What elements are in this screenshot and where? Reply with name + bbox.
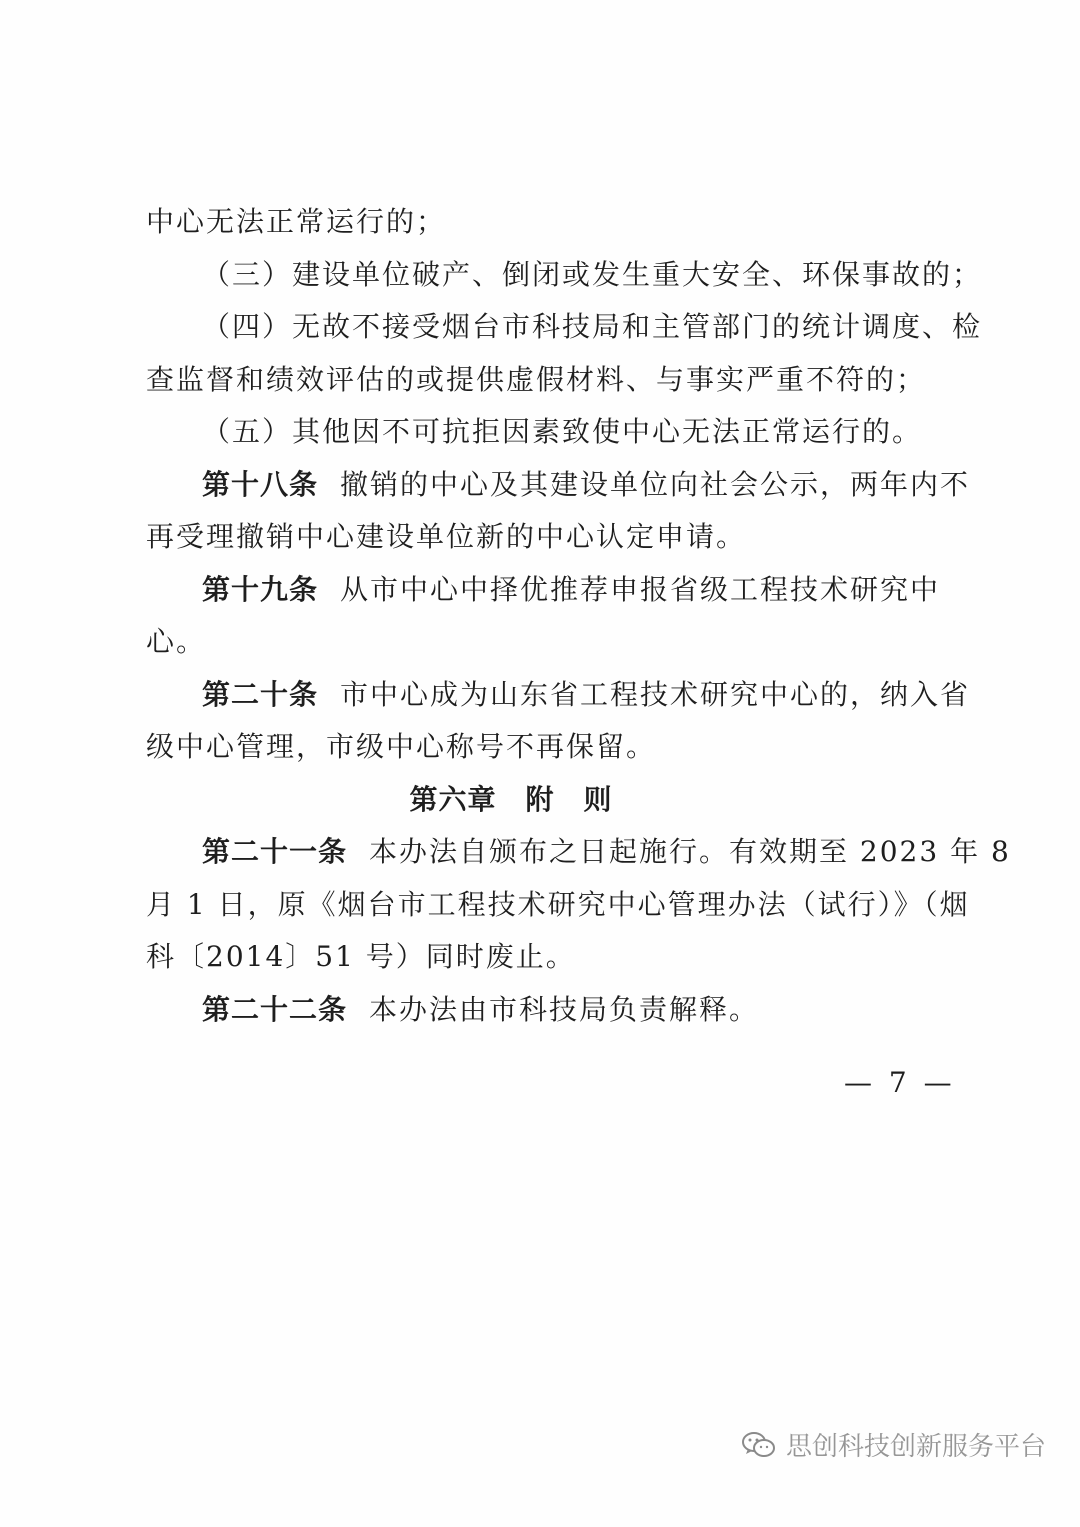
document-body bbox=[146, 196, 1011, 1036]
article-text: 撤销的中心及其建设单位向社会公示，两年内不 bbox=[340, 467, 971, 501]
body-line: （三）建设单位破产、倒闭或发生重大安全、环保事故的； bbox=[202, 257, 983, 291]
watermark-text: 思创科技创新服务平台 bbox=[786, 1432, 1047, 1462]
article-22-line bbox=[146, 984, 936, 1037]
article-continuation: 月 1 日，原《烟台市工程技术研究中心管理办法（试行）》（烟 bbox=[146, 887, 970, 921]
chapter-title: 第六章 附 则 bbox=[409, 782, 613, 816]
page-number: — 7 — bbox=[844, 1066, 956, 1099]
body-line: 查监督和绩效评估的或提供虚假材料、与事实严重不符的； bbox=[146, 362, 927, 396]
article-text: 市中心成为山东省工程技术研究中心的，纳入省 bbox=[340, 677, 971, 711]
body-line: （五）其他因不可抗拒因素致使中心无法正常运行的。 bbox=[202, 415, 923, 448]
wechat-icon bbox=[740, 1429, 778, 1461]
article-21-line bbox=[146, 826, 1011, 879]
article-18-line bbox=[146, 459, 971, 512]
article-continuation: 再受理撤销中心建设单位新的中心认定申请。 bbox=[146, 520, 747, 553]
article-text: 本办法自颁布之日起施行。有效期至 2023 年 8 bbox=[369, 835, 1011, 868]
article-label: 第二十条 bbox=[202, 677, 319, 711]
article-20-line bbox=[146, 669, 971, 722]
body-line: （四）无故不接受烟台市科技局和主管部门的统计调度、检 bbox=[202, 310, 983, 343]
body-line: 中心无法正常运行的； bbox=[146, 205, 447, 238]
article-19-line bbox=[146, 564, 941, 617]
article-label: 第十八条 bbox=[202, 467, 319, 501]
article-label: 第二十一条 bbox=[202, 835, 348, 868]
article-label: 第十九条 bbox=[202, 572, 319, 606]
article-continuation: 心。 bbox=[146, 625, 207, 658]
article-label: 第二十二条 bbox=[202, 992, 348, 1026]
article-text: 本办法由市科技局负责解释。 bbox=[369, 992, 760, 1026]
article-text: 从市中心中择优推荐申报省级工程技术研究中 bbox=[340, 572, 941, 606]
article-continuation: 级中心管理，市级中心称号不再保留。 bbox=[146, 730, 657, 763]
article-continuation: 科〔2014〕51 号）同时废止。 bbox=[146, 940, 576, 973]
watermark bbox=[740, 1426, 1046, 1463]
